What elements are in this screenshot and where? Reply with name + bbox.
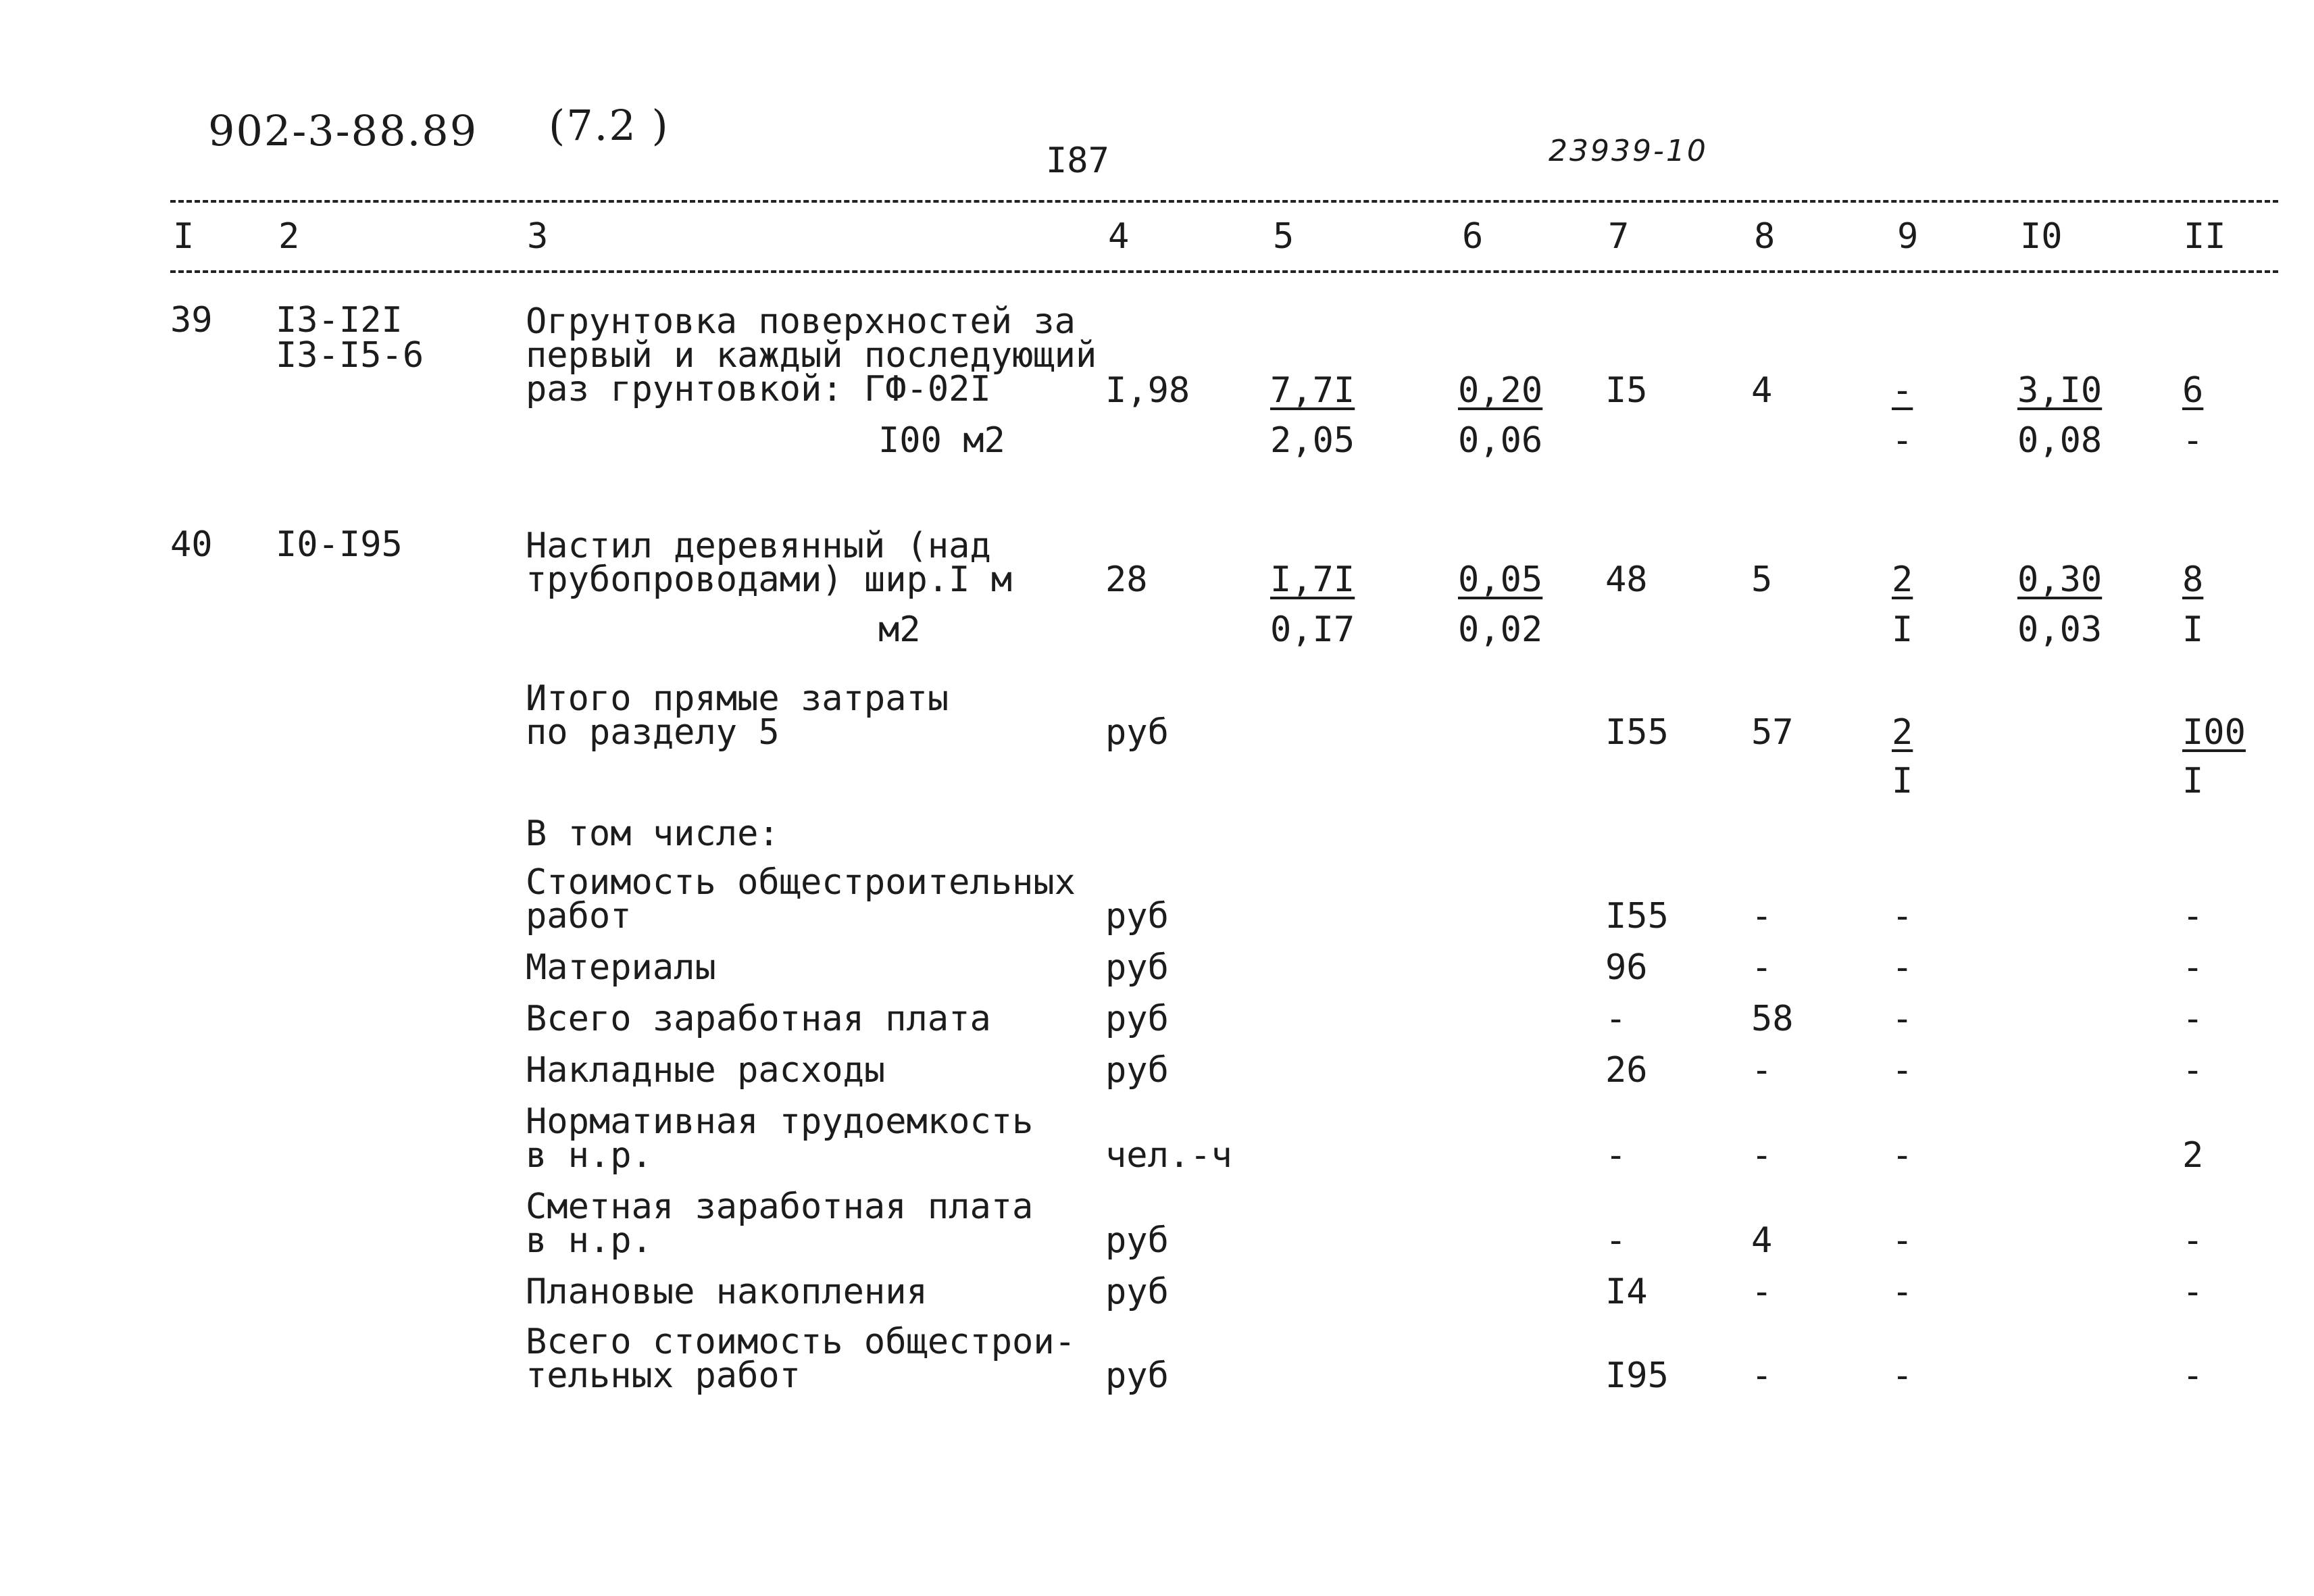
unit-cost-machines: 0,20 xyxy=(1458,370,1543,411)
total-description: по разделу 5 xyxy=(526,712,780,753)
labor-total: - xyxy=(2182,1355,2204,1396)
total-cost: - xyxy=(1605,1220,1627,1261)
unit-of-measure: чел.-ч xyxy=(1105,1135,1232,1176)
column-header: I xyxy=(173,216,195,257)
column-header: 7 xyxy=(1608,216,1630,257)
breakdown-description: тельных работ xyxy=(526,1355,801,1396)
work-description: трубопроводами) шир.I м xyxy=(526,559,1013,600)
col9-bottom: I xyxy=(1892,609,1913,650)
header-top-rule xyxy=(170,200,2278,203)
quantity: I,98 xyxy=(1105,370,1190,411)
column-header: II xyxy=(2184,216,2226,257)
unit-cost-machine-wages: 0,06 xyxy=(1458,420,1543,461)
unit-cost-total: I,7I xyxy=(1270,559,1355,600)
quantity: 28 xyxy=(1105,559,1148,600)
col9-top: 2 xyxy=(1892,559,1913,600)
col9-top: - xyxy=(1892,370,1913,411)
unit-of-measure: руб xyxy=(1105,1355,1169,1396)
column-header: 3 xyxy=(527,216,549,257)
unit-of-measure: руб xyxy=(1105,947,1169,988)
breakdown-description: Всего стоимость общестрои- xyxy=(526,1322,1076,1362)
breakdown-description: Сметная заработная плата xyxy=(526,1187,1034,1227)
total-wages: 4 xyxy=(1751,370,1773,411)
column-header: 5 xyxy=(1273,216,1294,257)
labor-total: - xyxy=(2182,999,2204,1039)
total-wages: 5 xyxy=(1751,559,1773,600)
total-wages: 57 xyxy=(1751,712,1794,753)
labor-total: - xyxy=(2182,1050,2204,1091)
norm-code: I3-I2I xyxy=(276,300,403,341)
column-header: 6 xyxy=(1462,216,1484,257)
col9-bottom: I xyxy=(1892,761,1913,801)
total-wages: - xyxy=(1751,947,1773,988)
col9: - xyxy=(1892,1135,1913,1176)
unit-of-measure: руб xyxy=(1105,999,1169,1039)
unit-of-measure: руб xyxy=(1105,1272,1169,1312)
column-header: 8 xyxy=(1754,216,1776,257)
column-header: 2 xyxy=(278,216,300,257)
total-cost: - xyxy=(1605,999,1627,1039)
col9: - xyxy=(1892,1050,1913,1091)
breakdown-description: в н.р. xyxy=(526,1220,653,1261)
breakdown-description: работ xyxy=(526,896,632,937)
total-wages: - xyxy=(1751,1355,1773,1396)
labor-total: 2 xyxy=(2182,1135,2204,1176)
column-header: 4 xyxy=(1108,216,1130,257)
column-header: 9 xyxy=(1897,216,1919,257)
col9: - xyxy=(1892,1355,1913,1396)
labor-total: - xyxy=(2182,1220,2204,1261)
breakdown-description: Всего заработная плата xyxy=(526,999,991,1039)
total-description: Итого прямые затраты xyxy=(526,678,949,719)
unit-cost-wages: 0,I7 xyxy=(1270,609,1355,650)
labor-total: - xyxy=(2182,947,2204,988)
col9: - xyxy=(1892,1272,1913,1312)
total-wages: 4 xyxy=(1751,1220,1773,1261)
total-cost: I4 xyxy=(1605,1272,1648,1312)
breakdown-description: Стоимость общестроительных xyxy=(526,862,1076,903)
total-cost: 48 xyxy=(1605,559,1648,600)
total-cost: 26 xyxy=(1605,1050,1648,1091)
labor-total: - xyxy=(2182,1272,2204,1312)
labor-total: I00 xyxy=(2182,712,2246,753)
work-description: раз грунтовкой: ГФ-02I xyxy=(526,369,991,409)
page-number: I87 xyxy=(1046,141,1109,181)
labor-total-machine: I xyxy=(2182,609,2204,650)
total-wages: - xyxy=(1751,1272,1773,1312)
unit-cost-total: 7,7I xyxy=(1270,370,1355,411)
work-description: Огрунтовка поверхностей за xyxy=(526,301,1076,342)
labor-total-machine: - xyxy=(2182,420,2204,461)
total-wages: - xyxy=(1751,1050,1773,1091)
unit-of-measure: руб xyxy=(1105,896,1169,937)
labor-total: 8 xyxy=(2182,559,2204,600)
unit-cost-wages: 2,05 xyxy=(1270,420,1355,461)
work-description: первый и каждый последующий xyxy=(526,335,1097,376)
volume-number: (7.2 ) xyxy=(549,101,670,150)
labor-per-unit: 3,I0 xyxy=(2017,370,2103,411)
total-cost: I95 xyxy=(1605,1355,1669,1396)
col9: - xyxy=(1892,896,1913,937)
total-wages: 58 xyxy=(1751,999,1794,1039)
unit-of-measure: руб xyxy=(1105,1050,1169,1091)
total-cost: I55 xyxy=(1605,712,1669,753)
col9-top: 2 xyxy=(1892,712,1913,753)
col9-bottom: - xyxy=(1892,420,1913,461)
norm-code: I3-I5-6 xyxy=(276,335,424,376)
unit-of-measure: руб xyxy=(1105,1220,1169,1261)
labor-per-unit: 0,30 xyxy=(2017,559,2103,600)
labor-total-machine: I xyxy=(2182,761,2204,801)
col9: - xyxy=(1892,999,1913,1039)
unit-of-measure: I00 м2 xyxy=(878,420,1005,461)
breakdown-description: Нормативная трудоемкость xyxy=(526,1101,1034,1142)
unit-of-measure: руб xyxy=(1105,712,1169,753)
document-code: 902-3-88.89 xyxy=(208,106,478,155)
labor-per-unit-machine: 0,08 xyxy=(2017,420,2103,461)
breakdown-description: в н.р. xyxy=(526,1135,653,1176)
breakdown-description: Плановые накопления xyxy=(526,1272,928,1312)
sheet-code: 23939-10 xyxy=(1549,134,1708,168)
unit-cost-machines: 0,05 xyxy=(1458,559,1543,600)
row-number: 39 xyxy=(170,300,213,341)
breakdown-description: Накладные расходы xyxy=(526,1050,886,1091)
labor-total: 6 xyxy=(2182,370,2204,411)
total-cost: I55 xyxy=(1605,896,1669,937)
total-cost: - xyxy=(1605,1135,1627,1176)
unit-of-measure: м2 xyxy=(878,609,921,650)
unit-cost-machine-wages: 0,02 xyxy=(1458,609,1543,650)
column-header: I0 xyxy=(2020,216,2063,257)
total-wages: - xyxy=(1751,1135,1773,1176)
total-cost: I5 xyxy=(1605,370,1648,411)
row-number: 40 xyxy=(170,524,213,565)
including-label: В том числе: xyxy=(526,814,780,854)
labor-total: - xyxy=(2182,896,2204,937)
work-description: Настил деревянный (над xyxy=(526,526,991,566)
norm-code: I0-I95 xyxy=(276,524,403,565)
col9: - xyxy=(1892,1220,1913,1261)
labor-per-unit-machine: 0,03 xyxy=(2017,609,2103,650)
breakdown-description: Материалы xyxy=(526,947,716,988)
total-wages: - xyxy=(1751,896,1773,937)
total-cost: 96 xyxy=(1605,947,1648,988)
header-bottom-rule xyxy=(170,270,2278,273)
col9: - xyxy=(1892,947,1913,988)
